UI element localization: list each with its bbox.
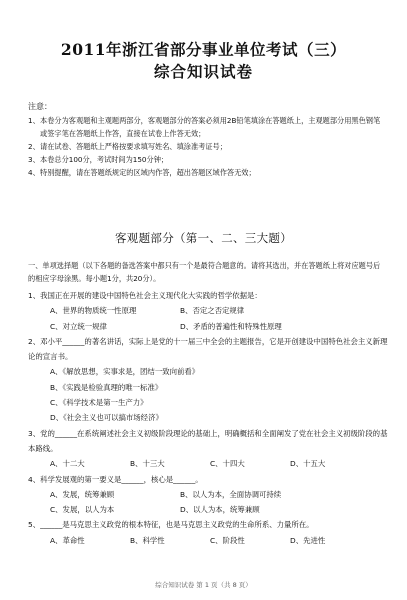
option-d: D、先进性 [290,535,326,545]
option-b: B、以人为本，全面协调可持续 [180,489,282,499]
option-b: B、否定之否定规律 [180,306,245,316]
question-1 [28,288,388,334]
option-a: A、革命性 [50,535,85,545]
question-stem: 1、我国正在开展的建设中国特色社会主义现代化大实践的哲学依据是： [28,291,262,300]
page-footer: 综合知识试卷 第 1 页（共 8 页） [155,581,252,589]
notice-item [28,114,384,140]
option-b: B、《实践是检验真理的唯一标准》 [50,382,163,392]
section-instructions: 一、单项选择题（以下各题的备选答案中都只有一个是最符合题意的。请将其选出，并在答题纸上将对应题号后的相应字母涂黑。每小题1分，共20分）。 [28,261,381,283]
option-c: C、阶段性 [210,535,245,545]
notice-item-text: 特别提醒，请在答题纸规定的区域内作答，超出答题区域作答无效； [40,168,256,177]
option-d: D、以人为本，统筹兼顾 [180,505,260,515]
notice-heading: 注意： [28,102,52,111]
option-a: A、发展，统筹兼顾 [50,489,115,499]
option-list [28,487,388,518]
notice-item [28,140,384,153]
exam-title: 2011年浙江省部分事业单位考试（三） [60,40,347,59]
option-c: C、发展，以人为本 [50,505,115,515]
question-stem: 4、科学发展观的第一要义是______，核心是______。 [28,474,203,484]
question-stem: 5、______是马克思主义政党的根本特征，也是马克思主义政党的生命所系、力量所在。 [28,520,314,530]
option-list [28,364,388,425]
exam-subtitle: 综合知识试卷 [153,62,253,81]
notice-item-number: 1、 [28,116,40,125]
option-list [28,533,388,548]
option-list [28,303,388,334]
option-c: C、对立统一规律 [50,321,107,331]
notice-item-number: 3、 [28,155,40,164]
notice-list [28,114,384,179]
option-c: C、《科学技术是第一生产力》 [50,398,148,408]
question-list [28,288,388,548]
option-list [28,456,388,471]
notice-item-text: 本卷分为客观题和主观题两部分，客观题部分的答案必须用2B铅笔填涂在答题纸上，主观题部分用黑色钢笔或签字笔在答题纸上作答，直接在试卷上作答无效； [40,116,381,138]
option-a: A、《解放思想，实事求是，团结一致向前看》 [50,367,200,377]
notice-item-number: 4、 [28,168,40,177]
option-a: A、世界的物质统一性原理 [50,306,137,316]
notice-item [28,166,384,179]
question-4 [28,472,388,518]
notice-item-number: 2、 [28,142,40,151]
notice-item-text: 请在试卷、答题纸上严格按要求填写姓名、填涂准考证号； [40,142,227,151]
option-c: C、十四大 [210,459,245,469]
option-d: D、矛盾的普遍性和特殊性原理 [180,321,282,331]
notice-item [28,153,384,166]
question-stem: 3、党的______在系统阐述社会主义初级阶段理论的基础上，明确概括和全面阐发了党在社会主义初级阶段的基本路线。 [28,428,388,453]
option-d: D、《社会主义也可以搞市场经济》 [50,413,163,423]
option-d: D、十五大 [290,459,326,469]
option-a: A、十二大 [50,459,85,469]
question-3 [28,426,388,472]
notice-item-text: 本卷总分100分，考试时间为150分钟； [40,155,169,164]
option-b: B、科学性 [130,535,165,545]
question-2 [28,334,388,426]
question-5 [28,517,388,548]
section-title: 客观题部分（第一、二、三大题） [115,231,292,245]
option-b: B、十三大 [130,459,165,469]
question-stem: 2、邓小平______的著名讲话，实际上是党的十一届三中全会的主题报告，它是开创建设中国特色社会主义新理论的宣言书。 [28,336,388,362]
